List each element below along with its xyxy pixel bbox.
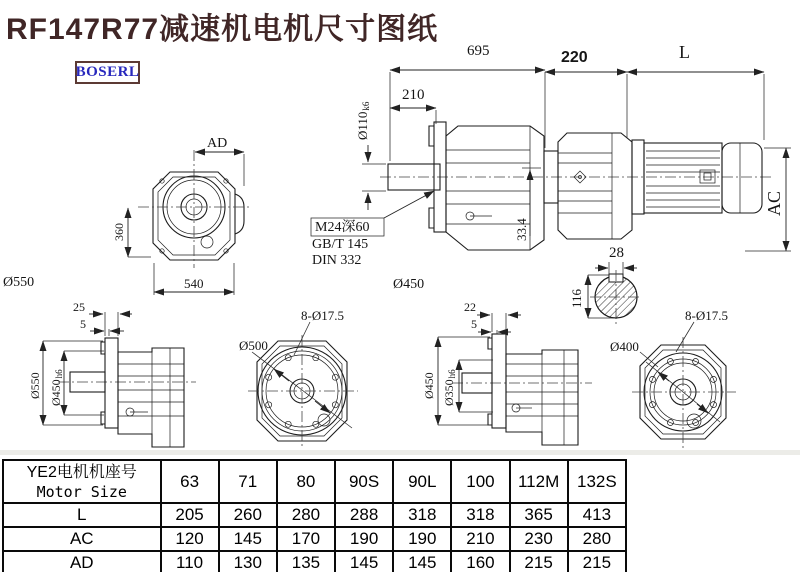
value-cell: 260 [219, 503, 277, 527]
dim-spigot-350-label: $Ø350_{h6}$ [442, 369, 457, 406]
dim-28-label: 28 [609, 245, 624, 261]
table-row-AC [3, 527, 626, 551]
size-col-header: 100 [451, 460, 509, 503]
dim-360-label: 360 [112, 223, 126, 241]
value-cell: 145 [219, 527, 277, 551]
dim-shaft-diameter-label: $Ø110_{k6}$ [355, 101, 371, 140]
dim-ad-label: AD [207, 136, 228, 151]
table-header-cn: YE2电机机座号 [26, 463, 137, 481]
holes-label-550: 8-Ø17.5 [301, 308, 344, 323]
dim-33-4-label: 33.4 [514, 218, 529, 241]
dim-5-label-450: 5 [471, 317, 477, 331]
dim-210-label: 210 [402, 87, 425, 103]
holes-label-450: 8-Ø17.5 [685, 308, 728, 323]
dim-25-label: 25 [73, 300, 85, 314]
standard-din-label: DIN 332 [312, 253, 362, 268]
value-cell: 130 [219, 551, 277, 572]
value-cell: 280 [568, 527, 626, 551]
value-cell: 120 [161, 527, 219, 551]
dim-spigot-450-label: $Ø450_{h6}$ [49, 369, 64, 406]
table-header-en: Motor Size [36, 482, 127, 501]
value-cell: 190 [393, 527, 451, 551]
dim-outer-450-label: Ø450 [422, 372, 436, 399]
value-cell: 170 [277, 527, 335, 551]
size-col-header: 132S [568, 460, 626, 503]
size-col-header: 112M [510, 460, 568, 503]
row-label: AC [3, 527, 161, 551]
bolt-circle-400-label: Ø400 [610, 339, 639, 354]
value-cell: 280 [277, 503, 335, 527]
dim-outer-550-label: Ø550 [28, 372, 42, 399]
value-cell: 318 [393, 503, 451, 527]
value-cell: 205 [161, 503, 219, 527]
dim-L-label: L [679, 42, 690, 62]
dim-695-label: 695 [467, 43, 490, 59]
table-header-motor-size [3, 460, 161, 503]
dim-116-label: 116 [569, 288, 584, 308]
dim-220-label: 220 [561, 49, 588, 66]
brand-logo-text: BOSERL [75, 64, 140, 80]
variant-550-title: Ø550 [3, 275, 35, 290]
value-cell: 215 [510, 551, 568, 572]
dim-22-label: 22 [464, 300, 476, 314]
value-cell: 110 [161, 551, 219, 572]
dim-5-label-550: 5 [80, 317, 86, 331]
variant-450-title: Ø450 [393, 277, 425, 292]
value-cell: 145 [335, 551, 393, 572]
size-col-header: 71 [219, 460, 277, 503]
value-cell: 135 [277, 551, 335, 572]
view-front-main [128, 150, 252, 295]
table-row-L [3, 503, 626, 527]
value-cell: 365 [510, 503, 568, 527]
value-cell: 210 [451, 527, 509, 551]
table-row-AD [3, 551, 626, 572]
view-side-550 [43, 312, 196, 447]
view-shaft-section [588, 262, 642, 324]
size-col-header: 63 [161, 460, 219, 503]
standard-gbt-label: GB/T 145 [312, 237, 369, 252]
size-col-header: 90L [393, 460, 451, 503]
value-cell: 413 [568, 503, 626, 527]
row-label: L [3, 503, 161, 527]
value-cell: 190 [335, 527, 393, 551]
view-front-450 [632, 322, 736, 449]
value-cell: 145 [393, 551, 451, 572]
row-label: AD [3, 551, 161, 572]
view-side-main [311, 70, 791, 251]
view-side-450 [438, 313, 592, 445]
bolt-circle-500-label: Ø500 [239, 338, 268, 353]
value-cell: 160 [451, 551, 509, 572]
size-col-header: 80 [277, 460, 335, 503]
value-cell: 288 [335, 503, 393, 527]
dim-540-label: 540 [184, 276, 204, 291]
value-cell: 318 [451, 503, 509, 527]
value-cell: 215 [568, 551, 626, 572]
motor-size-table [2, 459, 627, 572]
dim-ac-label: AC [764, 190, 784, 216]
value-cell: 230 [510, 527, 568, 551]
page-title: RF147R77减速机电机尺寸图纸 [6, 13, 439, 46]
thread-note-label: M24深60 [315, 220, 370, 235]
size-col-header: 90S [335, 460, 393, 503]
